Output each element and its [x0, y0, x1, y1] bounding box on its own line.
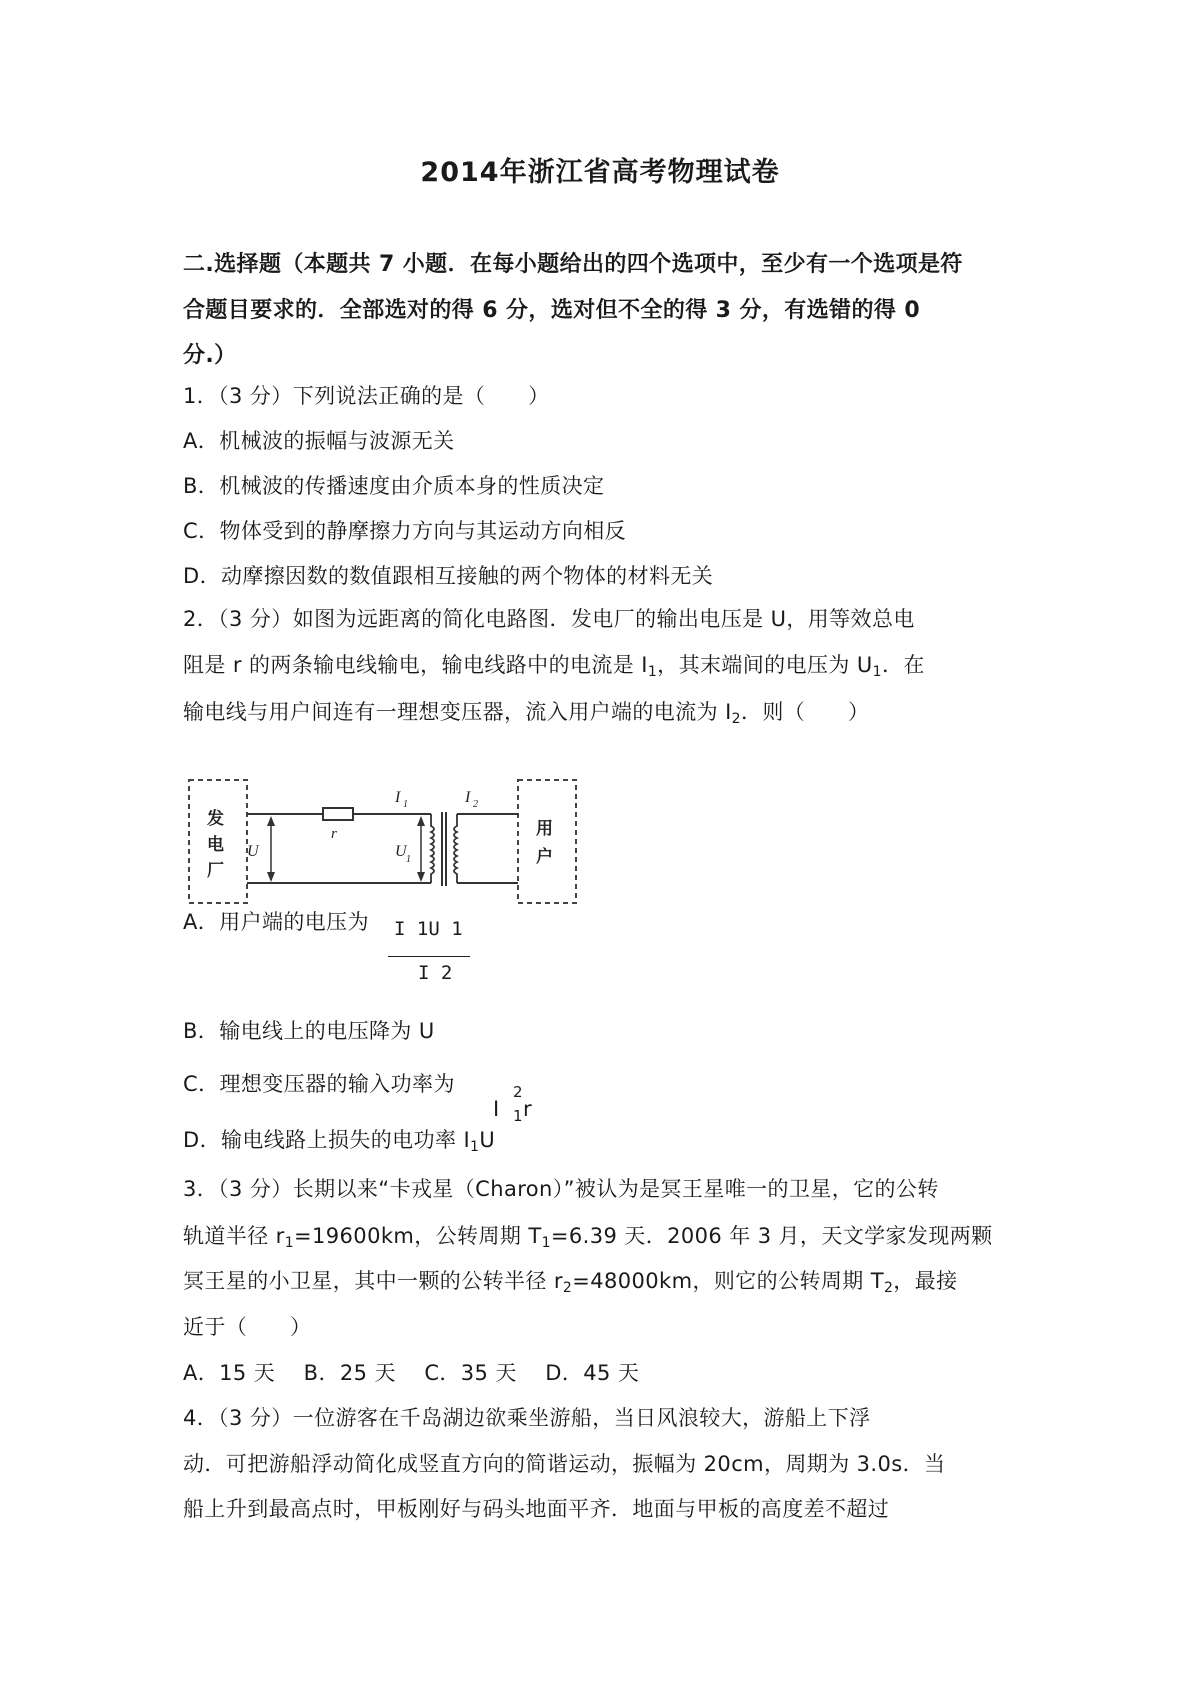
resistor-r — [323, 808, 353, 820]
current-label-i2: I — [465, 789, 471, 806]
current-label-i1: I — [395, 789, 401, 806]
page-title: 2014年浙江省高考物理试卷 — [420, 157, 780, 188]
question-1-stem: 1．（3 分）下列说法正确的是（ ） — [183, 384, 550, 408]
question-1-option-a: A．机械波的振幅与波源无关 — [183, 429, 455, 453]
question-1-option-b: B．机械波的传播速度由介质本身的性质决定 — [183, 474, 605, 498]
question-3-stem: 冥王星的小卫星，其中一颗的公转半径 $r_2=48000km$，则它的公转周期 $T_2$，最接 — [183, 1269, 958, 1296]
section-header-line: 分.） — [183, 343, 237, 368]
power-plant-label: 厂 — [207, 861, 224, 880]
power-plant-label: 发 — [207, 809, 224, 828]
voltage-label-u: U — [247, 843, 259, 860]
question-4-stem: 动．可把游船浮动简化成竖直方向的简谐运动，振幅为 20cm，周期为 3.0s．当 — [183, 1452, 946, 1476]
user-label: 用 — [536, 819, 553, 838]
question-2-option-b: B．输电线上的电压降为 U — [183, 1019, 435, 1043]
question-1-option-c: C．物体受到的静摩擦力方向与其运动方向相反 — [183, 519, 627, 543]
question-3-options: A．15 天 B．25 天 C．35 天 D．45 天 — [183, 1361, 640, 1385]
question-1-option-d: D．动摩擦因数的数值跟相互接触的两个物体的材料无关 — [183, 564, 714, 588]
question-2-stem: 阻是 r 的两条输电线输电，输电线路中的电流是 $I_1$，其末端间的电压为 $U_1$．在 — [183, 653, 925, 680]
fraction-denominator: I 2 — [418, 962, 453, 984]
svg-text:1: 1 — [403, 799, 408, 810]
transformer-primary — [431, 814, 434, 883]
question-2-stem: 输电线与用户间连有一理想变压器，流入用户端的电流为 $I_2$．则（ ） — [183, 700, 870, 727]
voltage-label-u1: U — [395, 843, 407, 860]
power-formula: I 2 1 r — [493, 1083, 532, 1125]
question-2-option-d: D．输电线路上损失的电功率 $I_1U$ — [183, 1128, 496, 1155]
svg-text:1: 1 — [406, 854, 411, 865]
section-header-line: 合题目要求的．全部选对的得 6 分，选对但不全的得 3 分，有选错的得 0 — [183, 298, 921, 323]
resistor-label: r — [331, 826, 337, 842]
fraction-numerator: I 1U 1 — [394, 918, 463, 940]
question-4-stem: 船上升到最高点时，甲板刚好与码头地面平齐．地面与甲板的高度差不超过 — [183, 1497, 890, 1521]
power-plant-label: 电 — [207, 835, 224, 854]
svg-text:2: 2 — [473, 799, 478, 810]
circuit-diagram — [183, 772, 583, 912]
question-4-stem: 4．（3 分）一位游客在千岛湖边欲乘坐游船，当日风浪较大，游船上下浮 — [183, 1406, 871, 1430]
question-3-stem: 轨道半径 $r_1=19600km$，公转周期 $T_1=6.39$ 天．2006 年 3 月，天文学家发现两颗 — [183, 1224, 993, 1251]
question-3-stem: 3．（3 分）长期以来“卡戎星（Charon）”被认为是冥王星唯一的卫星，它的公转 — [183, 1177, 939, 1201]
section-header-line: 二.选择题（本题共 7 小题．在每小题给出的四个选项中，至少有一个选项是符 — [183, 252, 963, 277]
transformer-secondary — [454, 814, 457, 883]
question-2-stem: 2．（3 分）如图为远距离的简化电路图．发电厂的输出电压是 U，用等效总电 — [183, 607, 915, 631]
question-2-option-c: C．理想变压器的输入功率为 — [183, 1072, 455, 1096]
user-box — [518, 780, 576, 903]
user-label: 户 — [536, 847, 553, 866]
question-3-stem: 近于（ ） — [183, 1315, 312, 1339]
question-2-option-a: A．用户端的电压为 — [183, 910, 369, 934]
